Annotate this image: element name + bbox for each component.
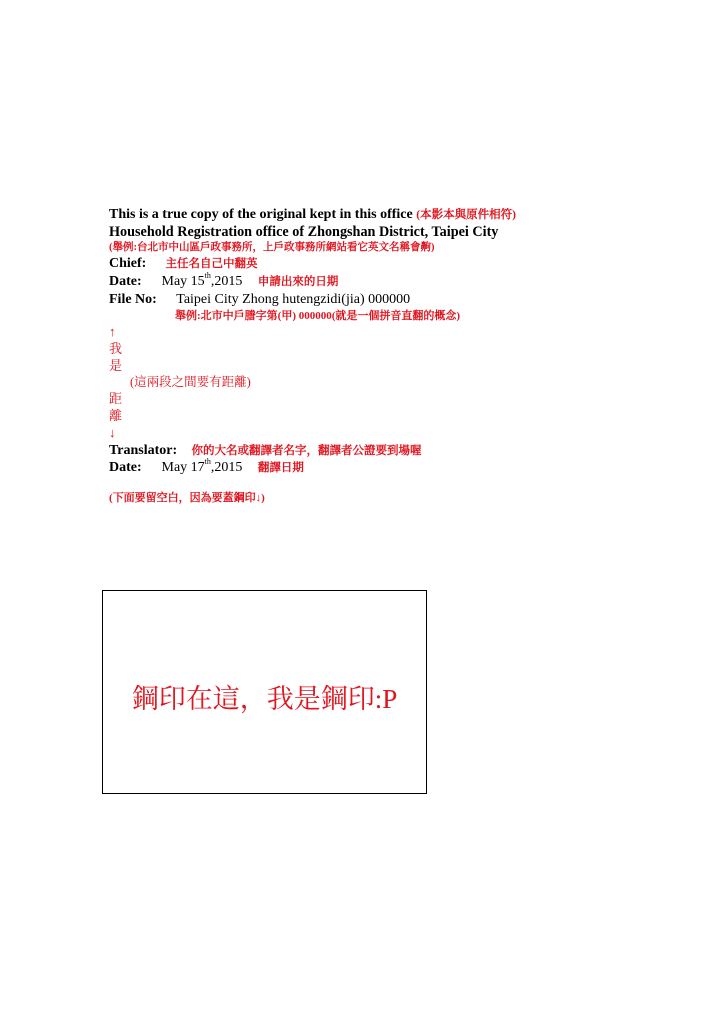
date-note-1: 申請出來的日期 (257, 276, 339, 288)
spacer-note: (這兩段之間要有距離) (130, 375, 251, 389)
date-label-2: Date: (109, 460, 142, 475)
fileno-value: Taipei City Zhong hutengzidi(jia) 000000 (176, 292, 411, 307)
date-value-1-year: ,2015 (210, 274, 243, 289)
fileno-note: 舉例:北市中戶謄字第(甲) 000000(就是一個拼音直翻的概念) (175, 310, 461, 322)
date-value-1-main: May 15 (161, 274, 205, 289)
date-value-2 (161, 457, 243, 475)
blank-space-note: (下面要留空白，因為要蓋鋼印↓) (109, 492, 265, 504)
translator-note: 你的大名或翻譯者名字，翻譯者公證要到場喔 (191, 445, 422, 457)
date-line-2 (109, 457, 304, 476)
certification-note: (本影本與原件相符) (416, 209, 516, 221)
date-value-1 (161, 271, 243, 289)
arrow-up-icon: ↑ (109, 324, 116, 339)
fileno-line (109, 292, 410, 308)
seal-placeholder-text: 鋼印在這，我是鋼印:P (131, 684, 398, 714)
chief-label: Chief: (109, 256, 147, 271)
date-value-2-year: ,2015 (210, 460, 243, 475)
office-name: Household Registration office of Zhongshan District, Taipei City (109, 224, 499, 240)
date-label-1: Date: (109, 274, 142, 289)
spacer-char-1: 我 (109, 341, 123, 356)
spacer-char-2: 是 (109, 358, 123, 373)
date-line-1 (109, 271, 339, 290)
spacer-char-3: 距 (109, 391, 123, 406)
office-note: (舉例:台北市中山區戶政事務所，上戶政事務所網站看它英文名稱會齁) (109, 242, 435, 253)
certification-text: This is a true copy of the original kept in this office (109, 207, 413, 222)
fileno-label: File No: (109, 292, 157, 307)
certification-line (109, 207, 516, 223)
translator-label: Translator: (109, 443, 178, 458)
date-value-2-main: May 17 (161, 460, 205, 475)
date-value-1-sup: th (204, 271, 211, 281)
chief-line (109, 256, 258, 272)
arrow-down-icon: ↓ (109, 425, 116, 440)
seal-box (102, 590, 427, 794)
spacer-char-4: 離 (109, 408, 123, 423)
translator-line (109, 443, 422, 459)
chief-note: 主任名自己中翻英 (165, 258, 258, 270)
date-note-2: 翻譯日期 (257, 462, 304, 474)
date-value-2-sup: th (204, 457, 211, 467)
